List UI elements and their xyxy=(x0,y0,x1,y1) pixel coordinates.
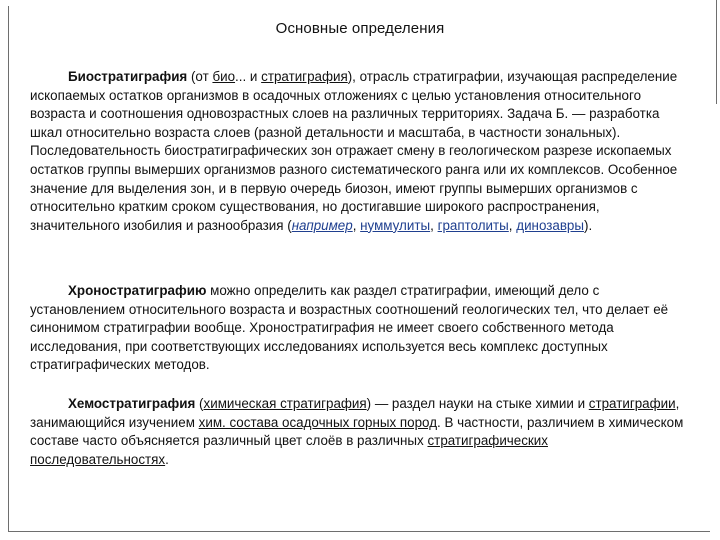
paragraph-chronostratigraphy: Хроностратиграфию можно определить как раздел стратиграфии, имеющий дело с установлением относительного возраста и возрастных соотношений геологических тел, что делает её синонимом стратиграфии вообще. Хроностратиграфия не имеет своего собственного метода исследования, при соответствующих исследованиях используется весь комплекс доступных стратиграфических методов. xyxy=(30,283,669,373)
link-chemical-stratigraphy[interactable]: химическая стратиграфия xyxy=(203,396,367,411)
link-chemical-composition[interactable]: хим. состава осадочных горных пород xyxy=(198,414,438,430)
link-dinosaurs[interactable]: динозавры xyxy=(516,217,585,233)
paragraph-chemostratigraphy: Хемостратиграфия (химическая стратиграфия) — раздел науки на стыке химии и стратиграфии, занимающийся изучением хим. состава осадочных горных пород. В частности, различием в химическом составе часто объясняется различный цвет слоёв в различных стратиграфических последовательностях. xyxy=(30,396,684,467)
page-title: Основные определения xyxy=(275,20,445,37)
term-chemostratigraphy: Хемостратиграфия xyxy=(68,396,196,411)
link-example[interactable]: например xyxy=(291,217,353,233)
link-graptolites[interactable]: граптолиты xyxy=(437,217,509,233)
frame-edge xyxy=(716,0,717,104)
link-bio[interactable]: био xyxy=(212,69,236,84)
link-stratigraphy-2[interactable]: стратиграфии xyxy=(588,396,676,411)
term-biostratigraphy: Биостратиграфия xyxy=(68,69,188,84)
link-nummulites[interactable]: нуммулиты xyxy=(360,217,431,233)
link-stratigraphic-sequences[interactable]: стратиграфических последовательностях xyxy=(30,433,548,467)
paragraph-biostratigraphy: Биостратиграфия (от био... и стратиграфия), отрасль стратиграфии, изучающая распределение ископаемых остатков организмов в осадочных отложениях с целью установления относительного возраста и соотношения одновозрастных слоев на различных территориях. Задача Б. — разработка шкал относительно возраста слоев (разной детальности и масштаба, в частности зональных). Последовательность биостратиграфических зон отражает смену в геологическом разрезе ископаемых остатков группы вымерших организмов разного систематического ранга или их комплексов. Особенное значение для выделения зон, и в первую очередь биозон, имеют группы вымерших организмов с относительно кратким сроком существования, но достигавшие широкого распространения, значительного изобилия и разнообразия (например, нуммулиты, граптолиты, динозавры). xyxy=(30,69,678,233)
term-chronostratigraphy: Хроностратиграфию xyxy=(68,283,207,298)
link-stratigraphy[interactable]: стратиграфия xyxy=(261,69,348,84)
